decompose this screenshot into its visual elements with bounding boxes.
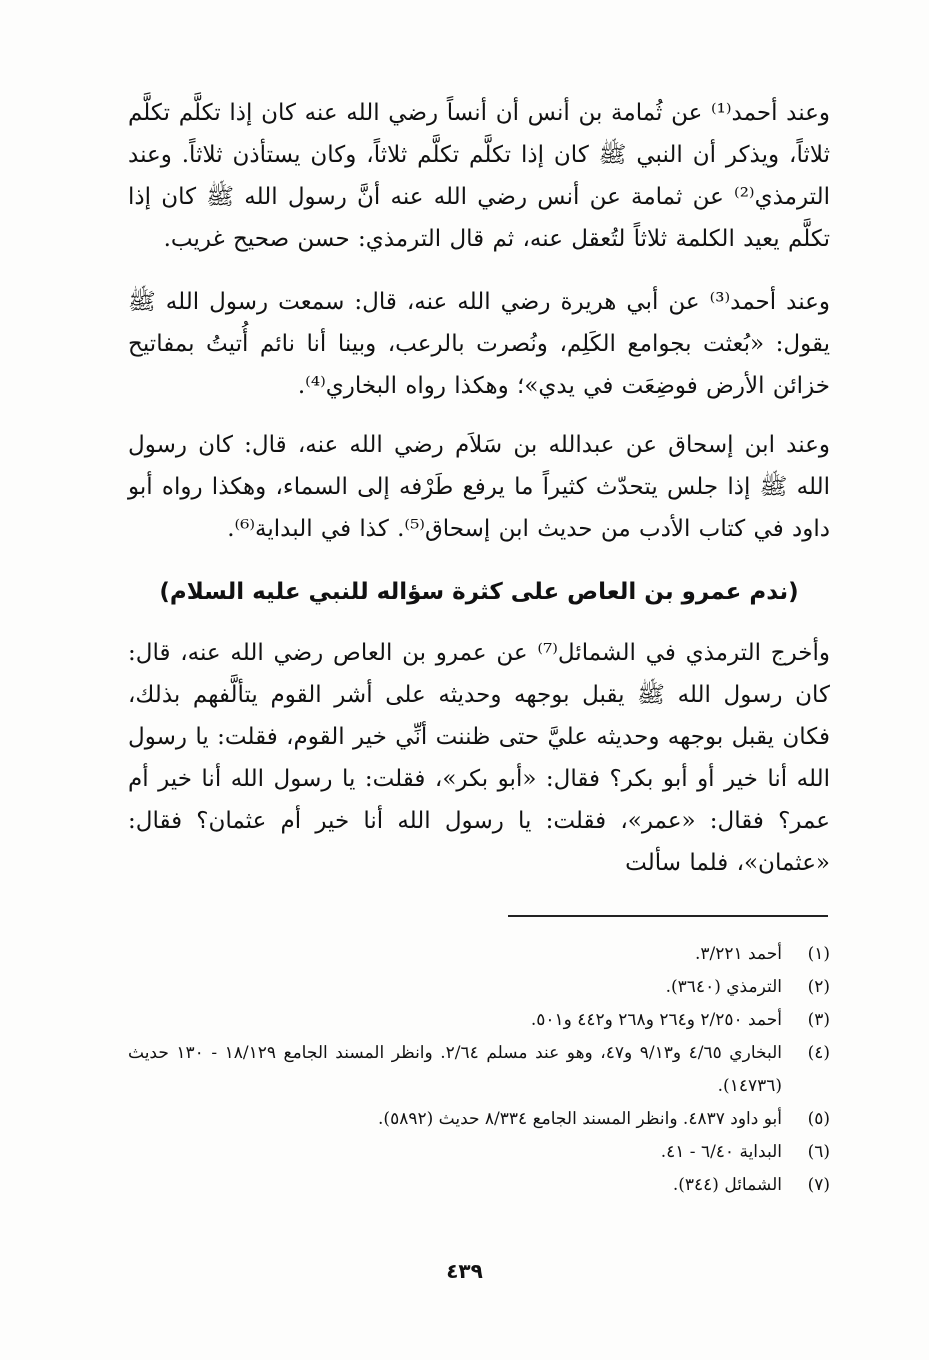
footnote-text: البخاري ٤/٦٥ و٩/١٣ و٤٧، وهو عند مسلم ٢/٦٤. وانظر المسند الجامع ١٨/١٢٩ - ١٣٠ حديث (١٤٧٣٦). <box>128 1043 783 1096</box>
footnote-item <box>128 1037 830 1103</box>
footnote-number: (٢) <box>807 977 830 997</box>
footnote-number: (٦) <box>807 1142 830 1162</box>
footnote-number: (١) <box>807 944 830 964</box>
footnote-number: (٣) <box>807 1010 830 1030</box>
footnote-number: (٤) <box>807 1043 830 1063</box>
footnote-text: أحمد ٢/٢٥٠ و٢٦٤ و٢٦٨ و٤٤٢ و٥٠١. <box>530 1010 782 1030</box>
paragraph-2: وعند أحمد⁽³⁾ عن أبي هريرة رضي الله عنه، قال: سمعت رسول الله ﷺ يقول: «بُعثت بجوامع الكَلِم، ونُصرت بالرعب، وبينا أنا نائم أُتيتُ بمفاتيح خزائن الأرض فوضِعَت في يدي»؛ وهكذا رواه البخاري⁽⁴⁾. <box>128 289 830 399</box>
paragraph-1: وعند أحمد⁽¹⁾ عن ثُمامة بن أنس أن أنساً رضي الله عنه كان إذا تكلَّم تكلَّم ثلاثاً، ويذكر أن النبي ﷺ كان إذا تكلَّم تكلَّم ثلاثاً، وكان يستأذن ثلاثاً. وعند الترمذي⁽²⁾ عن ثمامة عن أنس رضي الله عنه أنَّ رسول الله ﷺ كان إذا تكلَّم يعيد الكلمة ثلاثاً لتُعقل عنه، ثم قال الترمذي: حسن صحيح غريب. <box>128 100 831 252</box>
footnote-number: (٧) <box>807 1175 830 1195</box>
footnote-text: أبو داود ٤٨٣٧. وانظر المسند الجامع ٨/٣٣٤ حديث (٥٨٩٢). <box>378 1109 782 1129</box>
footnote-item <box>128 1169 830 1202</box>
footnote-item <box>128 938 830 971</box>
footnote-item <box>128 1004 830 1037</box>
footnote-item <box>128 1103 830 1136</box>
paragraph-4: وأخرج الترمذي في الشمائل⁽⁷⁾ عن عمرو بن العاص رضي الله عنه، قال: كان رسول الله ﷺ يقبل بوجهه وحديثه على أشر القوم يتألَّفهم بذلك، فكان يقبل بوجهه وحديثه عليَّ حتى ظننت أنِّي خير القوم، فقلت: يا رسول الله أنا خير أو أبو بكر؟ فقال: «أبو بكر»، فقلت: يا رسول الله أنا خير أم عمر؟ فقال: «عمر»، فقلت: يا رسول الله أنا خير أم عثمان؟ فقال: «عثمان»، فلما سألت <box>128 640 831 876</box>
footnote-divider <box>508 915 828 917</box>
footnote-text: الشمائل (٣٤٤). <box>672 1175 782 1195</box>
page-number: ٤٣٩ <box>446 1259 483 1283</box>
footnote-text: البداية ٦/٤٠ - ٤١. <box>660 1142 782 1162</box>
footnote-text: أحمد ٣/٢٢١. <box>694 944 782 964</box>
footnote-item <box>128 1136 830 1169</box>
footnote-text: الترمذي (٣٦٤٠). <box>665 977 782 997</box>
paragraph-3: وعند ابن إسحاق عن عبدالله بن سَلاَم رضي الله عنه، قال: كان رسول الله ﷺ إذا جلس يتحدّث كثيراً ما يرفع طَرْفه إلى السماء، وهكذا رواه أبو داود في كتاب الأدب من حديث ابن إسحاق⁽⁵⁾. كذا في البداية⁽⁶⁾. <box>128 432 830 542</box>
section-heading: (ندم عمرو بن العاص على كثرة سؤاله للنبي عليه السلام) <box>159 579 799 605</box>
footnotes-list <box>128 938 830 1202</box>
footnote-item <box>128 971 830 1004</box>
footnote-number: (٥) <box>807 1109 830 1129</box>
